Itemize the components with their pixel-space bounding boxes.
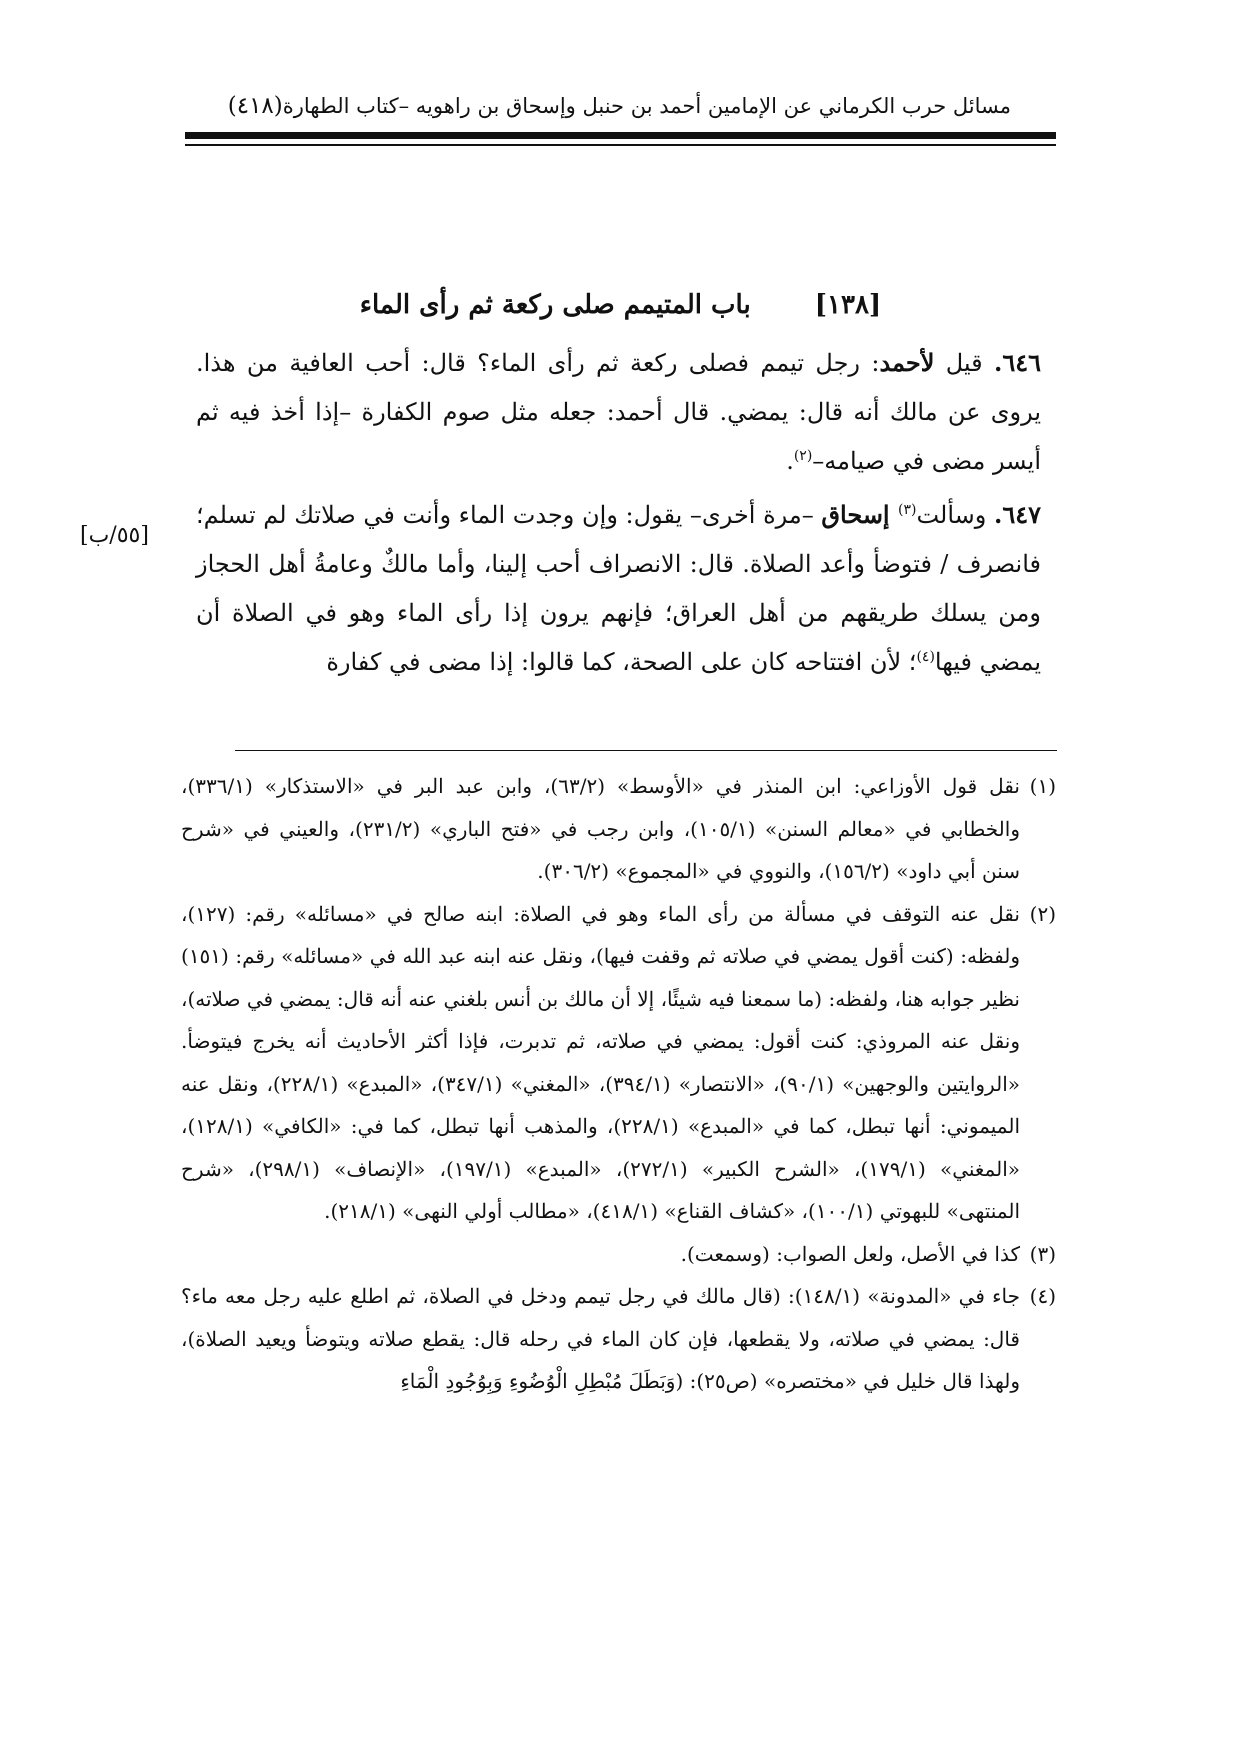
footnote-separator bbox=[235, 750, 1057, 751]
paragraph-lead: قيل bbox=[934, 349, 994, 377]
manuscript-folio-marker: [٥٥/ب] bbox=[80, 523, 149, 548]
paragraph-tail: . bbox=[786, 447, 794, 475]
chapter-title: باب المتيمم صلى ركعة ثم رأى الماء bbox=[359, 290, 751, 320]
chapter-number: [١٣٨] bbox=[814, 290, 882, 320]
footnote-3 bbox=[181, 1233, 1056, 1276]
footnote-4 bbox=[181, 1275, 1056, 1403]
paragraph-text: : رجل تيمم فصلى ركعة ثم رأى الماء؟ قال: أحب العافية من هذا. يروى عن مالك أنه قال: يمضي. قال أحمد: جعله مثل صوم الكفارة –إذا أخذ فيه ثم أيسر مضى في صيامه– bbox=[196, 349, 1041, 475]
footnote-text: جاء في «المدونة» (١٤٨/١): (قال مالك في رجل تيمم ودخل في الصلاة، ثم اطلع عليه رجل معه ماء؟ قال: يمضي في صلاته، ولا يقطعها، فإن كان الماء في رحله قال: يقطع صلاته ويتوضأ ويعيد الصلاة)، ولهذا قال خليل في «مختصره» (ص٢٥): (وَبَطَلَ مُبْطِلِ الْوُضُوءِ وَبِوُجُودِ الْمَاءِ bbox=[181, 1284, 1020, 1393]
footnote-text: كذا في الأصل، ولعل الصواب: (وسمعت). bbox=[680, 1241, 1020, 1266]
footnote-text: نقل عنه التوقف في مسألة من رأى الماء وهو في الصلاة: ابنه صالح في «مسائله» رقم: (١٢٧)، ولفظه: (كنت أقول يمضي في صلاته ثم وقفت فيها)، ونقل عنه ابنه عبد الله في «مسائله» رقم: (١٥١) نظير جوابه هنا، ولفظه: (ما سمعنا فيه شيئًا، إلا أن مالك بن أنس بلغني عنه أنه قال: يمضي في صلاته)، ونقل عنه المروذي: كنت أقول: يمضي في صلاته، ثم تدبرت، فإذا أكثر الأحاديث أنه يخرج فيتوضأ. «الروايتين والوجهين» (٩٠/١)، «الانتصار» (٣٩٤/١)، «المغني» (٣٤٧/١)، «المبدع» (٢٢٨/١)، ونقل عنه الميموني: أنها تبطل، كما في «المبدع» (٢٢٨/١)، والمذهب أنها تبطل، كما في: «الكافي» (١٢٨/١)، «المغني» (١٧٩/١)، «الشرح الكبير» (٢٧٢/١)، «المبدع» (١٩٧/١)، «الإنصاف» (٢٩٨/١)، «شرح المنتهى» للبهوتي (١٠٠/١)، «كشاف القناع» (٤١٨/١)، «مطالب أولي النهى» (٢١٨/١). bbox=[181, 901, 1020, 1223]
footnotes bbox=[181, 765, 1056, 1403]
running-title: مسائل حرب الكرماني عن الإمامين أحمد بن حنبل وإسحاق بن راهويه –كتاب الطهارة bbox=[282, 94, 1011, 118]
page-number: (٤١٨) bbox=[227, 93, 283, 119]
paragraph-lead: وسألت bbox=[916, 501, 994, 529]
footnote-text: نقل قول الأوزاعي: ابن المنذر في «الأوسط» (٦٣/٢)، وابن عبد البر في «الاستذكار» (٣٣٦/١)، والخطابي في «معالم السنن» (١٠٥/١)، وابن رجب في «فتح الباري» (٢٣١/٢)، والعيني في «شرح سنن أبي داود» (١٥٦/٢)، والنووي في «المجموع» (٣٠٦/٢). bbox=[181, 774, 1020, 883]
paragraph-text: –مرة أخرى– يقول: وإن وجدت الماء وأنت في صلاتك لم تسلم؛ فانصرف / فتوضأ وأعد الصلاة. قال: الانصراف أحب إلينا، وأما مالكٌ وعامةُ أهل الحجاز ومن يسلك طريقهم من أهل العراق؛ فإنهم يرون إذا رأى الماء وهو في الصلاة أن يمضي فيها bbox=[196, 501, 1041, 676]
paragraph-647 bbox=[196, 490, 1041, 687]
cited-name: لأحمد bbox=[879, 348, 935, 377]
footnote-2 bbox=[181, 893, 1056, 1233]
footnote-mark: (١) bbox=[1029, 774, 1056, 798]
cited-name: إسحاق bbox=[821, 500, 898, 529]
footnote-reference[interactable]: (٢) bbox=[793, 448, 813, 464]
footnote-1 bbox=[181, 765, 1056, 893]
footnote-mark: (٢) bbox=[1029, 901, 1056, 926]
footnote-reference[interactable]: (٤) bbox=[916, 649, 935, 665]
header-rule-thin bbox=[185, 144, 1056, 146]
paragraph-646 bbox=[196, 338, 1041, 486]
chapter-heading bbox=[200, 280, 1041, 330]
paragraph-number: ٦٤٦. bbox=[993, 348, 1042, 377]
footnote-mark: (٣) bbox=[1029, 1241, 1056, 1266]
running-header bbox=[227, 84, 1011, 128]
paragraph-number: ٦٤٧. bbox=[993, 500, 1041, 529]
main-text bbox=[196, 338, 1041, 687]
header-rule-thick bbox=[185, 132, 1056, 139]
paragraph-tail: ؛ لأن افتتاحه كان على الصحة، كما قالوا: إذا مضى في كفارة bbox=[326, 648, 917, 676]
footnote-mark: (٤) bbox=[1029, 1284, 1056, 1308]
footnote-reference[interactable]: (٣) bbox=[897, 502, 917, 518]
